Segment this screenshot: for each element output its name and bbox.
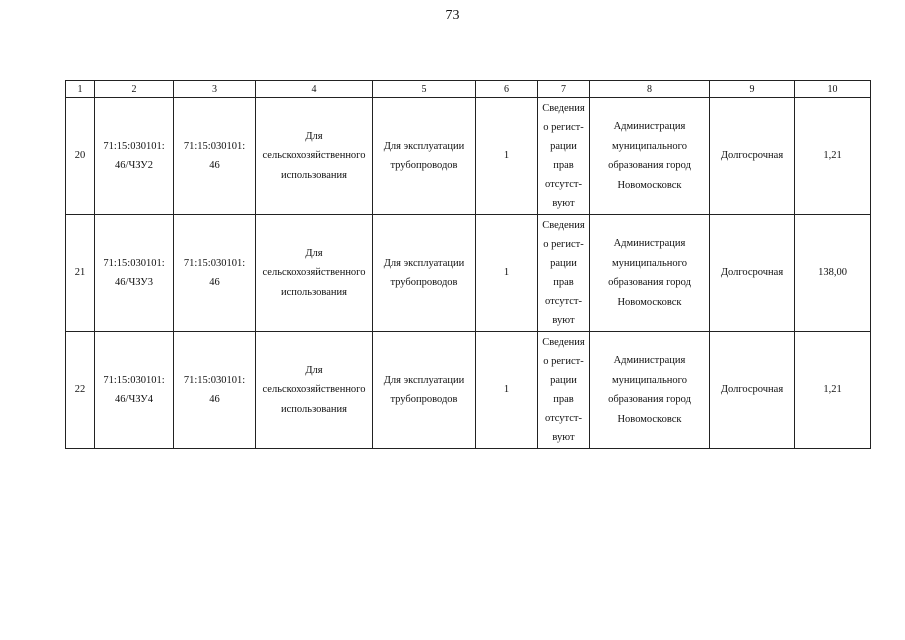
owner: Администрация муниципального образования город Новомосковск [590,98,710,215]
table-row [66,98,871,215]
row-number: 22 [66,332,95,449]
land-category: Для сельскохозяйственного использования [256,332,373,449]
cadastral-part-number: 71:15:030101: 46/ЧЗУ2 [95,98,174,215]
column-header-8: 8 [590,81,710,98]
term: Долгосрочная [710,332,795,449]
page-number: 73 [445,8,460,23]
column-header-4: 4 [256,81,373,98]
term: Долгосрочная [710,98,795,215]
area: 138,00 [795,215,871,332]
quantity: 1 [476,98,538,215]
land-category: Для сельскохозяйственного использования [256,98,373,215]
cadastral-part-number: 71:15:030101: 46/ЧЗУ3 [95,215,174,332]
permitted-use: Для эксплуатации трубопроводов [373,215,476,332]
area: 1,21 [795,98,871,215]
column-header-10: 10 [795,81,871,98]
column-header-9: 9 [710,81,795,98]
owner: Администрация муниципального образования город Новомосковск [590,215,710,332]
permitted-use: Для эксплуатации трубопроводов [373,332,476,449]
column-header-1: 1 [66,81,95,98]
column-header-5: 5 [373,81,476,98]
row-number: 21 [66,215,95,332]
rights-registration: Сведения о регист- рации прав отсутст- вуют [538,98,590,215]
land-category: Для сельскохозяйственного использования [256,215,373,332]
quantity: 1 [476,215,538,332]
rights-registration: Сведения о регист- рации прав отсутст- вуют [538,332,590,449]
permitted-use: Для эксплуатации трубопроводов [373,98,476,215]
header-row [66,81,871,98]
column-header-6: 6 [476,81,538,98]
rights-registration: Сведения о регист- рации прав отсутст- вуют [538,215,590,332]
row-number: 20 [66,98,95,215]
column-header-3: 3 [174,81,256,98]
cadastral-number: 71:15:030101: 46 [174,98,256,215]
area: 1,21 [795,332,871,449]
column-header-7: 7 [538,81,590,98]
table-row [66,215,871,332]
owner: Администрация муниципального образования город Новомосковск [590,332,710,449]
quantity: 1 [476,332,538,449]
cadastral-number: 71:15:030101: 46 [174,215,256,332]
cadastral-part-number: 71:15:030101: 46/ЧЗУ4 [95,332,174,449]
column-header-2: 2 [95,81,174,98]
term: Долгосрочная [710,215,795,332]
table-row [66,332,871,449]
land-plot-table [65,80,871,449]
cadastral-number: 71:15:030101: 46 [174,332,256,449]
